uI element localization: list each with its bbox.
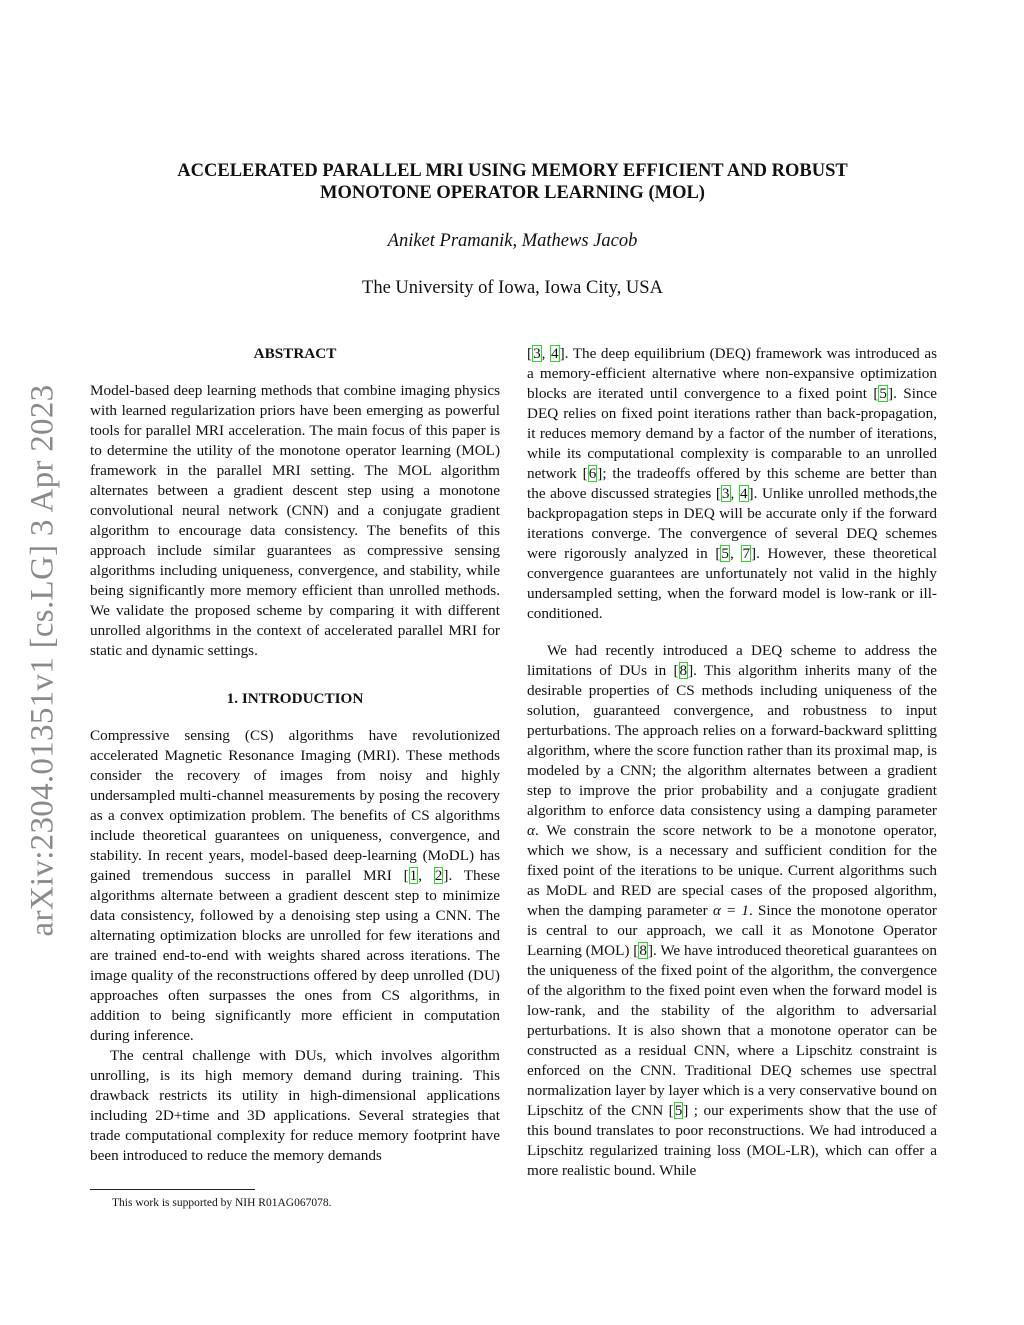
arxiv-id-text: arXiv:2304.01351v1 [cs.LG] 3 Apr 2023	[24, 384, 61, 936]
intro-paragraph-1: Compressive sensing (CS) algorithms have revolutionized accelerated Magnetic Resonance Imaging (MRI). These methods consider the recovery of images from noisy and highly undersampled multi-channel measurements by posing the recovery as a convex optimization problem. The benefits of CS algorithms include theoretical guarantees on uniqueness, convergence, and stability. In recent years, model-based deep-learning (MoDL) has gained tremendous success in parallel MRI [1, 2]. These algorithms alternate between a gradient descent step to minimize data consistency, followed by a denoising step using a CNN. The alternating optimization blocks are unrolled for few iterations and are trained end-to-end with weights shared across iterations. The image quality of the reconstructions offered by deep unrolled (DU) approaches often surpasses the ones from CS algorithms, in addition to being significantly more efficient in computation during inference.	[90, 727, 501, 1044]
abstract-text: Model-based deep learning methods that combine imaging physics with learned regularization priors have been emerging as powerful tools for parallel MRI acceleration. The main focus of this paper is to determine the utility of the monotone operator learning (MOL) framework in the parallel MRI setting. The MOL algorithm alternates between a gradient descent step using a monotone convolutional neural network (CNN) and a conjugate gradient algorithm to encourage data consistency. The benefits of this approach include similar guarantees as compressive sensing algorithms including uniqueness, convergence, and stability, while being significantly more memory efficient than unrolled methods. We validate the proposed scheme by comparing it with different unrolled algorithms in the context of accelerated parallel MRI for static and dynamic settings.	[90, 382, 500, 659]
footnote-divider	[90, 1189, 255, 1190]
title-line-2: MONOTONE OPERATOR LEARNING (MOL)	[320, 183, 705, 203]
affiliation: The University of Iowa, Iowa City, USA	[362, 278, 663, 298]
abstract-heading: ABSTRACT	[253, 345, 337, 362]
left-column	[90, 344, 500, 1166]
citation-link[interactable]: 3	[533, 345, 541, 362]
right-column	[527, 344, 937, 1181]
right-paragraph-2: We had recently introduced a DEQ scheme to address the limitations of DUs in [8]. This algorithm inherits many of the desirable properties of CS methods including uniqueness of the solution, guaranteed convergence, and robustness to input perturbations. The approach relies on a forward-backward splitting algorithm, where the score function rather than its proximal map, is modeled by a CNN; the algorithm alternates between a gradient step to improve the prior probability and a conjugate gradient algorithm to enforce data consistency using a damping parameter α. We constrain the score network to be a monotone operator, which we show, is a necessary and sufficient condition for the fixed point of the iterations to be unique. Current algorithms such as MoDL and RED are special cases of the proposed algorithm, when the damping parameter α = 1. Since the monotone operator is central to our approach, we call it as Monotone Operator Learning (MOL) [8]. We have introduced theoretical guarantees on the uniqueness of the fixed point of the algorithm, the convergence of the algorithm to the fixed point even when the forward model is low-rank, and the stability of the algorithm to adversarial perturbations. It is also shown that a monotone operator can be constructed as a residual CNN, where a Lipschitz constraint is enforced on the CNN. Traditional DEQ schemes use spectral normalization layer by layer which is a very conservative bound on Lipschitz of the CNN [5] ; our experiments show that the use of this bound translates to poor reconstructions. We had introduced a Lipschitz regularized training loss (MOL-LR), which can offer a more realistic bound. While	[527, 642, 937, 1179]
citation-link[interactable]: 3	[721, 485, 730, 502]
citation-link[interactable]: 2	[434, 867, 443, 884]
citation-link[interactable]: 5	[879, 385, 888, 402]
title-line-1: ACCELERATED PARALLEL MRI USING MEMORY EFFICIENT AND ROBUST	[177, 161, 848, 181]
citation-link[interactable]: 4	[739, 485, 748, 502]
authors: Aniket Pramanik, Mathews Jacob	[387, 231, 638, 251]
citation-link[interactable]: 7	[742, 545, 751, 562]
citation-link[interactable]: 8	[679, 662, 688, 679]
citation-link[interactable]: 1	[409, 867, 418, 884]
arxiv-side-stamp	[18, 362, 68, 958]
intro-paragraph-2: The central challenge with DUs, which involves algorithm unrolling, is its high memory demand during training. This drawback restricts its utility in high-dimensional applications including 2D+time and 3D applications. Several strategies that trade computational complexity for reduce memory footprint have been introduced to reduce the memory demands	[90, 1047, 500, 1164]
alpha-symbol: α	[527, 822, 535, 839]
citation-link[interactable]: 5	[721, 545, 729, 562]
introduction-heading: 1. INTRODUCTION	[226, 690, 364, 707]
footnote: This work is supported by NIH R01AG067078.	[112, 1197, 332, 1209]
citation-link[interactable]: 4	[551, 345, 559, 362]
citation-link[interactable]: 6	[588, 465, 597, 482]
right-paragraph-1: [3, 4]. The deep equilibrium (DEQ) framework was introduced as a memory-efficient alternative where non-expansive optimization blocks are iterated until convergence to a fixed point [5]. Since DEQ relies on fixed point iterations rather than back-propagation, it reduces memory demand by a factor of the number of iterations, while its computational complexity is comparable to an unrolled network [6]; the tradeoffs offered by this scheme are better than the above discussed strategies [3, 4]. Unlike unrolled methods,the backpropagation steps in DEQ will be accurate only if the forward iterations converge. The convergence of several DEQ schemes were rigorously analyzed in [5, 7]. However, these theoretical convergence guarantees are unfortunately not valid in the highly undersampled setting, when the forward model is low-rank or ill-conditioned.	[527, 345, 938, 622]
alpha-equation: α = 1	[712, 902, 749, 919]
citation-link[interactable]: 8	[639, 942, 647, 959]
paper-title	[90, 160, 935, 204]
citation-link[interactable]: 5	[674, 1102, 683, 1119]
